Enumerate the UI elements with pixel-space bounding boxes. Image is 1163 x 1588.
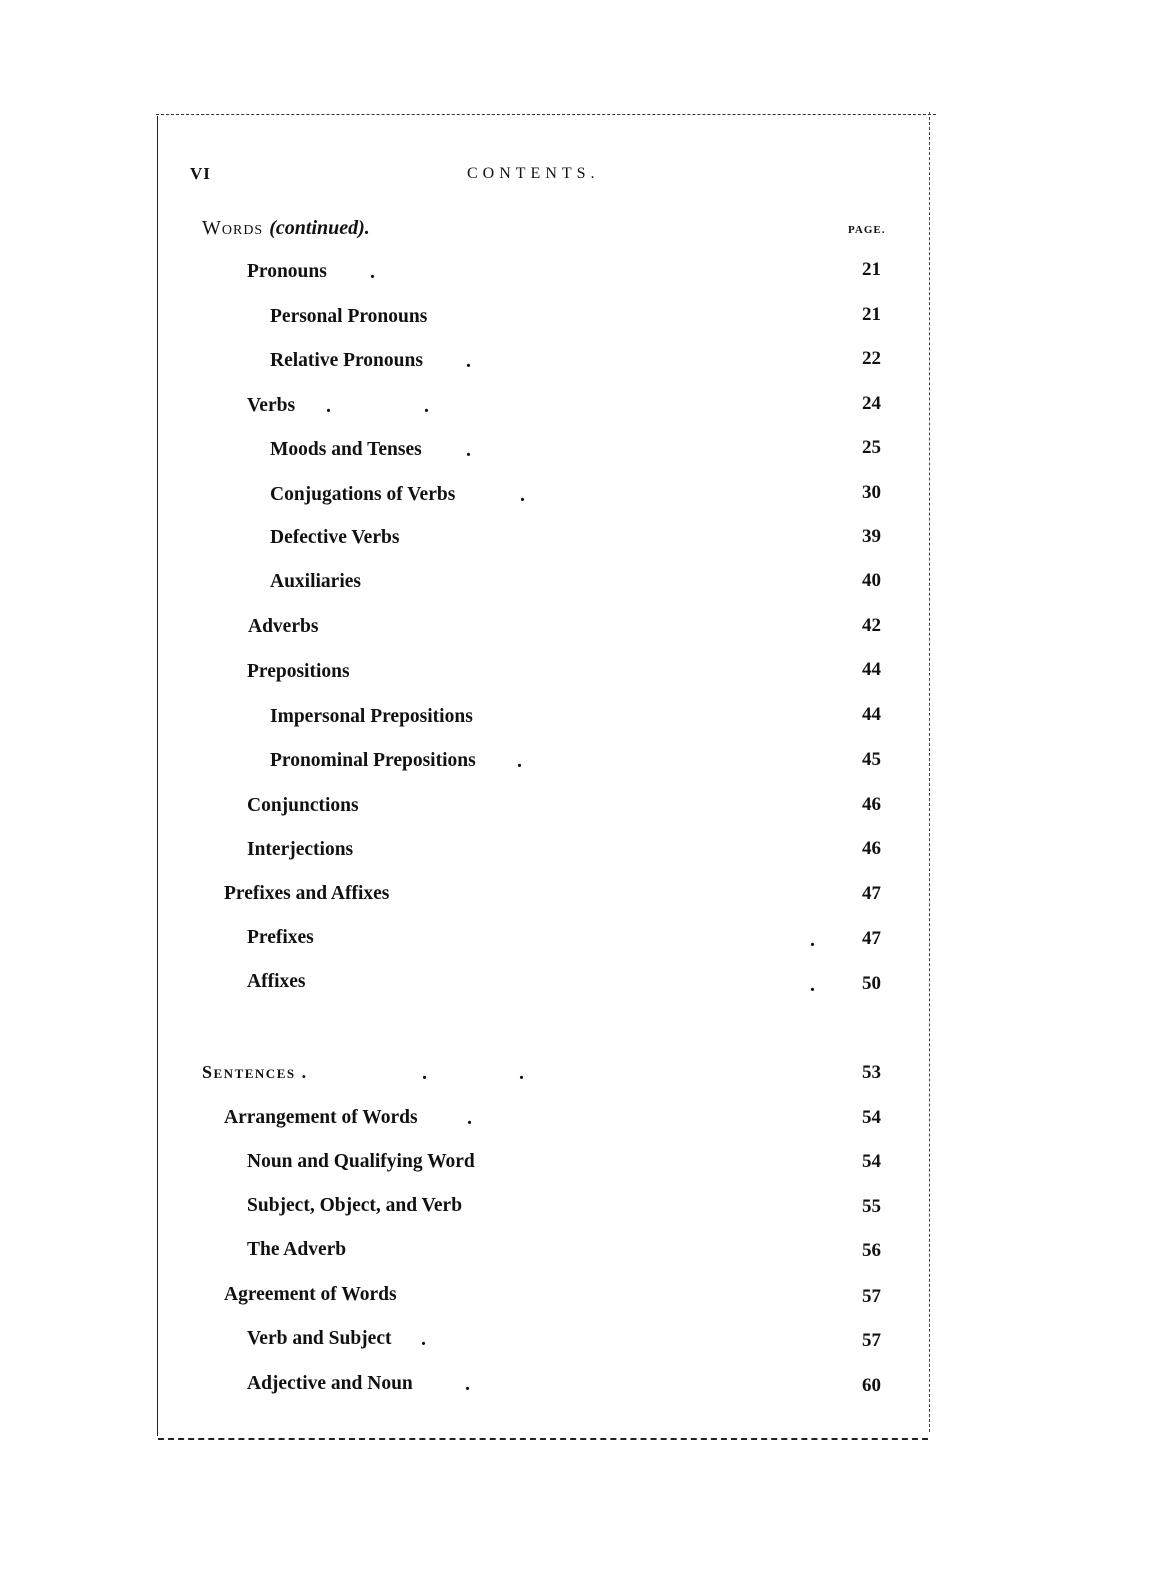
toc-entry-page: 57 [862,1286,881,1307]
section-qualifier: (continued). [269,217,370,239]
toc-entry-page: 24 [862,393,881,414]
toc-entry-page: 30 [862,482,881,503]
toc-entry-page: 39 [862,526,881,547]
toc-entry-label: Prefixes and Affixes [224,883,390,904]
toc-entry-label: Subject, Object, and Verb [247,1195,463,1216]
page-numeral: VI [190,164,211,183]
toc-entry-page: 60 [862,1375,881,1396]
leader-dot: . [424,395,429,417]
toc-entry-page: 22 [862,348,881,369]
toc-entry-page: 21 [862,259,881,280]
toc-entry-label: The Adverb [247,1239,347,1260]
frame-right-rule [929,112,930,1432]
toc-entry-page: 57 [862,1330,881,1351]
toc-entry-label: Verbs [247,395,296,416]
toc-entry-label: Defective Verbs [270,527,400,548]
toc-entry-page: 47 [862,928,881,949]
toc-entry-label: Affixes [247,971,306,992]
toc-entry-page: 46 [862,838,881,859]
toc-entry-label: Arrangement of Words [224,1107,418,1128]
toc-entry-label: Verb and Subject [247,1328,392,1349]
frame-top-rule [156,114,936,115]
toc-entry-label: Auxiliaries [270,571,361,592]
toc-entry-label: Personal Pronouns [270,306,428,327]
toc-entry-label: Prefixes [247,927,314,948]
toc-entry-page: 47 [862,883,881,904]
toc-entry-page: 44 [862,659,881,680]
leader-dot: . [519,1062,524,1084]
leader-dot: . [810,929,815,951]
leader-dot: . [421,1328,426,1350]
toc-entry-page: 25 [862,437,881,458]
section-heading-words [202,217,370,240]
toc-entry-page: 46 [862,794,881,815]
leader-dot: . [810,974,815,996]
toc-entry-label: Pronouns [247,261,327,282]
toc-entry-label: Pronominal Prepositions [270,750,476,771]
section-title: Words [202,217,264,239]
toc-entry-label: Impersonal Prepositions [270,706,473,727]
leader-dot: . [467,1107,472,1129]
toc-entry-page: 44 [862,704,881,725]
page-column-label: PAGE. [848,224,886,236]
leader-dot: . [466,350,471,372]
leader-dot: . [370,261,375,283]
toc-entry-page: 54 [862,1151,881,1172]
toc-entry-page: 42 [862,615,881,636]
leader-dot: . [466,439,471,461]
toc-entry-page: 50 [862,973,881,994]
frame-bottom-rule [158,1438,928,1440]
toc-entry-page: 54 [862,1107,881,1128]
toc-entry-page: 21 [862,304,881,325]
leader-dot: . [520,484,525,506]
toc-entry-label: Adverbs [248,616,319,637]
toc-entry-label: Relative Pronouns [270,350,423,371]
toc-entry-label: Adjective and Noun [247,1373,413,1394]
leader-dot: . [517,750,522,772]
toc-entry-label: Interjections [247,839,354,860]
page-title: CONTENTS. [467,165,600,182]
toc-entry-label: Conjugations of Verbs [270,484,456,505]
leader-dot: . [326,395,331,417]
toc-entry-label: Moods and Tenses [270,439,422,460]
toc-entry-label: Noun and Qualifying Word [247,1151,475,1172]
toc-entry-page: 40 [862,570,881,591]
section-sentences-page: 53 [862,1062,881,1083]
toc-entry-label: Prepositions [247,661,350,682]
section-heading-sentences: Sentences . [202,1062,308,1082]
leader-dot: . [465,1373,470,1395]
toc-entry-page: 55 [862,1196,881,1217]
frame-left-rule [157,116,158,1436]
leader-dot: . [422,1062,427,1084]
toc-entry-label: Agreement of Words [224,1284,397,1305]
toc-entry-page: 45 [862,749,881,770]
toc-entry-label: Conjunctions [247,795,359,816]
toc-entry-page: 56 [862,1240,881,1261]
